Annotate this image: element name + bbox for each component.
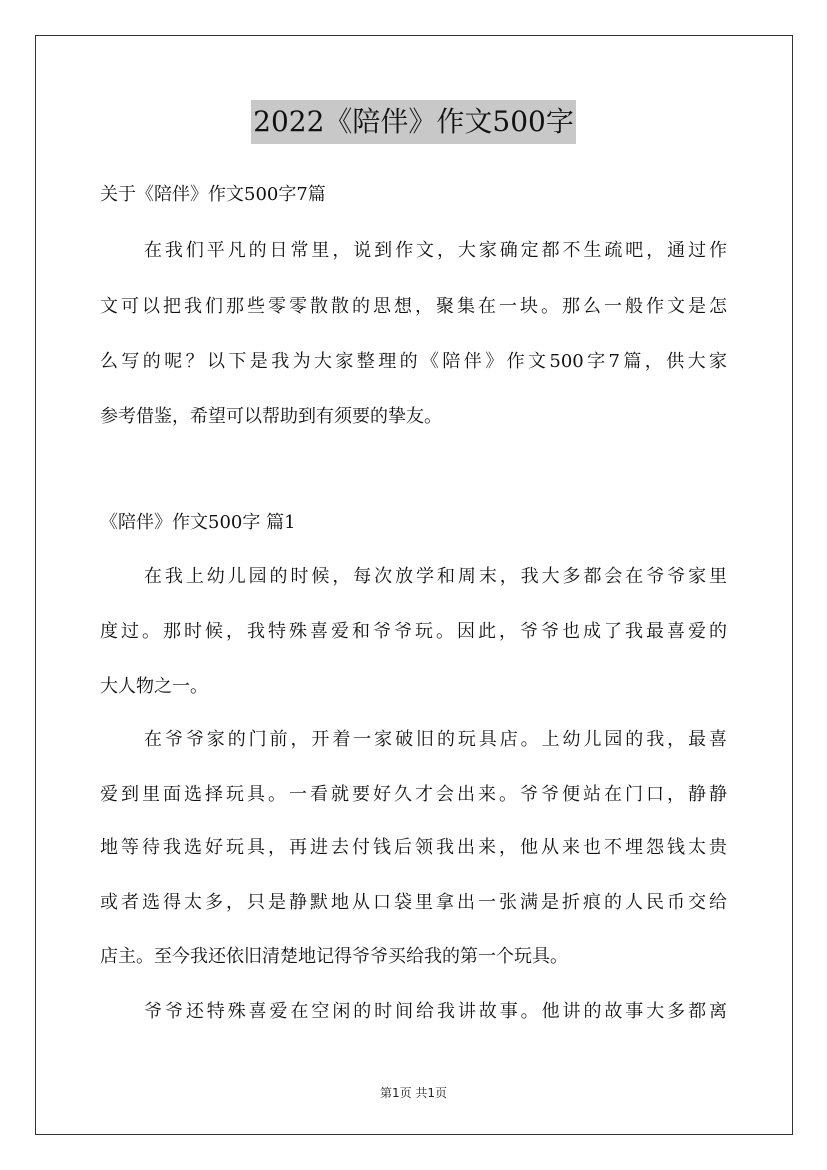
intro-line: 参考借鉴，希望可以帮助到有须要的挚友。 [100, 406, 442, 427]
paragraph-line: 或者选得太多，只是静默地从口袋里拿出一张满是折痕的人民币交给 [100, 892, 727, 913]
document-title: 2022《陪伴》作文500字 [251, 100, 576, 144]
paragraph-line: 大人物之一。 [100, 676, 208, 697]
paragraph-line: 爷爷还特殊喜爱在空闲的时间给我讲故事。他讲的故事大多都离 [144, 1001, 727, 1022]
paragraph-line: 地等待我选好玩具，再进去付钱后领我出来，他从来也不埋怨钱太贵 [100, 837, 727, 858]
intro-line: 文可以把我们那些零零散散的思想，聚集在一块。那么一般作文是怎 [100, 296, 727, 317]
paragraph-line: 爱到里面选择玩具。一看就要好久才会出来。爷爷便站在门口，静静 [100, 784, 727, 805]
intro-line: 在我们平凡的日常里，说到作文，大家确定都不生疏吧，通过作 [144, 240, 727, 261]
page-number-footer: 第1页 共1页 [379, 1086, 448, 1100]
document-subtitle: 关于《陪伴》作文500字7篇 [100, 184, 326, 205]
title-container [0, 100, 827, 144]
intro-line: 么写的呢？以下是我为大家整理的《陪伴》作文500字7篇，供大家 [100, 351, 727, 372]
section-heading: 《陪伴》作文500字 篇1 [100, 512, 296, 533]
paragraph-line: 店主。至今我还依旧清楚地记得爷爷买给我的第一个玩具。 [100, 946, 568, 967]
paragraph-line: 在我上幼儿园的时候，每次放学和周末，我大多都会在爷爷家里 [144, 566, 727, 587]
paragraph-line: 在爷爷家的门前，开着一家破旧的玩具店。上幼儿园的我，最喜 [144, 729, 727, 750]
paragraph-line: 度过。那时候，我特殊喜爱和爷爷玩。因此，爷爷也成了我最喜爱的 [100, 621, 727, 642]
